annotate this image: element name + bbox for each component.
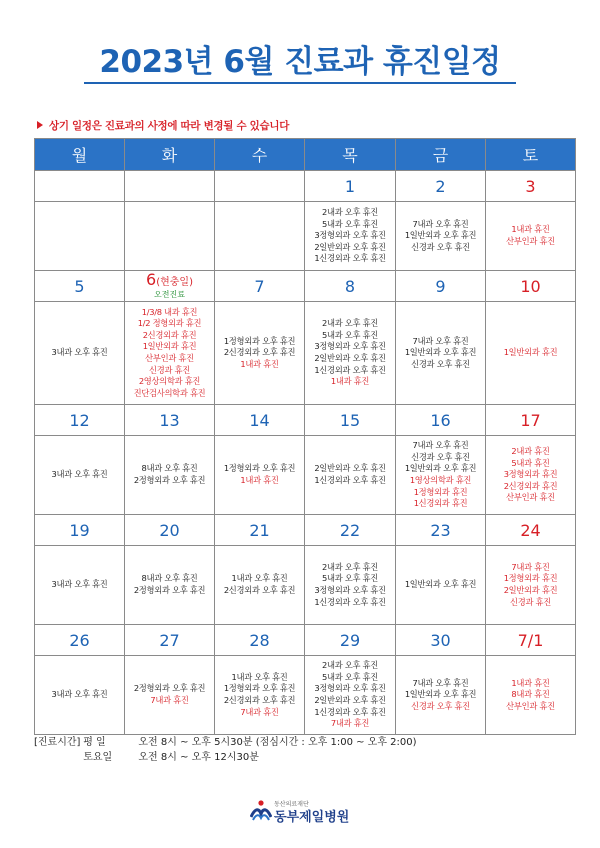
date-number: 14 bbox=[249, 410, 270, 430]
saturday-hours: 오전 8시 ~ 오후 12시30분 bbox=[138, 752, 259, 763]
closure-entry: 2일반외과 오후 휴진 bbox=[314, 695, 386, 705]
closure-entry: 7내과 오후 휴진 bbox=[412, 218, 469, 229]
events-cell-sat bbox=[486, 202, 576, 271]
closure-entry: 3내과 오후 휴진 bbox=[51, 579, 108, 590]
closure-entry: 3정형외과 오후 휴진 bbox=[314, 341, 386, 352]
weekday-mon: 월 bbox=[35, 139, 125, 171]
events-cell-thu bbox=[305, 436, 396, 515]
closure-entry: 1신경외과 오후 휴진 bbox=[314, 475, 386, 485]
clinic-hours bbox=[34, 735, 417, 765]
date-cell-wed bbox=[215, 515, 305, 546]
hospital-name: 동부제일병원 bbox=[274, 810, 350, 825]
weekday-label: 평 일 bbox=[83, 737, 106, 748]
closure-entry: 1신경외과 오후 휴진 bbox=[314, 596, 386, 607]
events-cell-sat bbox=[486, 436, 576, 515]
title-underline bbox=[84, 82, 516, 84]
closure-entry: 2신경외과 오후 휴진 bbox=[223, 695, 296, 705]
weekday-header-row bbox=[35, 139, 576, 171]
weekday-hours-row bbox=[34, 735, 417, 750]
foundation-name: 동산의료재단 bbox=[274, 801, 309, 808]
date-cell-tue bbox=[125, 271, 215, 302]
closure-entry: 1신경외과 오후 휴진 bbox=[314, 364, 386, 375]
closure-entry: 1내과 휴진 bbox=[511, 224, 550, 235]
closure-entry: 산부인과 휴진 bbox=[506, 492, 555, 503]
closure-entry: 신경과 오후 휴진 bbox=[411, 700, 470, 711]
events-cell-mon bbox=[35, 436, 125, 515]
date-cell-tue bbox=[125, 515, 215, 546]
closure-entry: 1내과 휴진 bbox=[511, 677, 550, 688]
date-cell-mon bbox=[35, 271, 125, 302]
closure-entry: 2신경외과 휴진 bbox=[503, 480, 558, 491]
events-cell-mon bbox=[35, 656, 125, 735]
date-cell-tue bbox=[125, 171, 215, 202]
events-row bbox=[35, 546, 576, 625]
closure-entry: 1내과 휴진 bbox=[240, 358, 279, 369]
closure-entry: 신경과 오후 휴진 bbox=[411, 241, 470, 252]
hospital-logo bbox=[250, 797, 380, 827]
date-number: 23 bbox=[430, 520, 451, 540]
weekday-wed: 수 bbox=[215, 139, 305, 171]
closure-entry: 7내과 오후 휴진 bbox=[412, 440, 469, 451]
date-cell-mon bbox=[35, 405, 125, 436]
closure-entry: 2내과 오후 휴진 bbox=[322, 207, 378, 218]
date-cell-fri bbox=[396, 405, 486, 436]
holiday-note: 오전진료 bbox=[154, 290, 185, 299]
date-number: 12 bbox=[69, 410, 90, 430]
weekday-thu: 목 bbox=[305, 139, 396, 171]
date-cell-fri bbox=[396, 271, 486, 302]
closure-entry: 1신경외과 휴진 bbox=[413, 498, 468, 509]
closure-entry: 1/3/8 내과 휴진 bbox=[141, 306, 198, 317]
date-cell-sat bbox=[486, 515, 576, 546]
closure-entry: 2일반외과 오후 휴진 bbox=[314, 463, 386, 474]
closure-entry: 1내과 오후 휴진 bbox=[231, 573, 288, 584]
date-number: 10 bbox=[520, 276, 541, 296]
events-cell-wed bbox=[215, 202, 305, 271]
events-cell-wed bbox=[215, 302, 305, 405]
date-cell-tue bbox=[125, 625, 215, 656]
closure-entry: 1내과 휴진 bbox=[240, 475, 279, 485]
events-cell-tue bbox=[125, 546, 215, 625]
closure-entry: 1일반외과 휴진 bbox=[503, 347, 558, 358]
closure-entry: 5내과 오후 휴진 bbox=[322, 671, 378, 682]
closure-entry: 8내과 오후 휴진 bbox=[141, 463, 198, 474]
closure-entry: 7내과 휴진 bbox=[330, 718, 370, 729]
closure-entry: 1일반외과 휴진 bbox=[142, 341, 197, 352]
date-cell-fri bbox=[396, 625, 486, 656]
closure-entry: 산부인과 휴진 bbox=[506, 236, 555, 246]
closure-entry: 3내과 오후 휴진 bbox=[51, 347, 108, 358]
date-cell-wed bbox=[215, 405, 305, 436]
date-number: 3 bbox=[525, 176, 536, 196]
events-row bbox=[35, 656, 576, 735]
date-number: 29 bbox=[339, 630, 361, 650]
triangle-icon bbox=[37, 121, 43, 129]
closure-entry: 1내과 오후 휴진 bbox=[231, 671, 288, 682]
closure-entry: 1정형외과 휴진 bbox=[503, 573, 558, 584]
hospital-logo-icon bbox=[250, 799, 272, 821]
events-cell-mon bbox=[35, 302, 125, 405]
date-number: 24 bbox=[520, 520, 541, 540]
closure-entry: 2신경외과 오후 휴진 bbox=[223, 347, 296, 358]
date-cell-wed bbox=[215, 625, 305, 656]
date-number: 19 bbox=[69, 520, 90, 540]
events-cell-thu bbox=[305, 656, 396, 735]
weekday-sat: 토 bbox=[486, 139, 576, 171]
closure-entry: 2내과 오후 휴진 bbox=[322, 318, 378, 329]
events-cell-thu bbox=[305, 202, 396, 271]
date-cell-sat bbox=[486, 271, 576, 302]
events-cell-fri bbox=[396, 202, 486, 271]
events-cell-tue bbox=[125, 302, 215, 405]
closure-entry: 1일반외과 오후 휴진 bbox=[404, 689, 477, 700]
date-number: 30 bbox=[430, 630, 451, 650]
events-cell-thu bbox=[305, 546, 396, 625]
closure-entry: 5내과 오후 휴진 bbox=[322, 329, 378, 340]
date-number: 2 bbox=[435, 176, 446, 196]
closure-entry: 신경과 오후 휴진 bbox=[411, 358, 470, 369]
events-cell-fri bbox=[396, 546, 486, 625]
events-cell-sat bbox=[486, 546, 576, 625]
closure-entry: 신경과 오후 휴진 bbox=[411, 451, 470, 462]
date-number: 21 bbox=[249, 520, 270, 540]
closure-entry: 1신경외과 오후 휴진 bbox=[314, 253, 386, 264]
saturday-label: 토요일 bbox=[83, 752, 113, 763]
date-number: 16 bbox=[430, 410, 451, 430]
date-row bbox=[35, 515, 576, 546]
closure-entry: 5내과 오후 휴진 bbox=[322, 218, 378, 229]
date-cell-fri bbox=[396, 171, 486, 202]
events-cell-sat bbox=[486, 302, 576, 405]
closure-entry: 3정형외과 오후 휴진 bbox=[314, 230, 386, 241]
closure-entry: 1정형외과 오후 휴진 bbox=[223, 683, 296, 694]
closure-entry: 7내과 오후 휴진 bbox=[412, 677, 469, 688]
closure-entry: 5내과 오후 휴진 bbox=[322, 573, 378, 584]
holiday-name: (현충일) bbox=[156, 277, 193, 288]
closure-entry: 신경과 휴진 bbox=[510, 596, 551, 607]
closure-entry: 1정형외과 오후 휴진 bbox=[223, 463, 296, 474]
date-number: 8 bbox=[344, 276, 356, 296]
closure-entry: 2정형외과 오후 휴진 bbox=[133, 475, 206, 485]
closure-entry: 1/2 정형외과 휴진 bbox=[137, 318, 202, 329]
closure-entry: 신경과 휴진 bbox=[149, 364, 190, 375]
closure-entry: 2내과 오후 휴진 bbox=[322, 561, 378, 572]
closure-entry: 2정형외과 오후 휴진 bbox=[133, 683, 206, 694]
date-cell-thu bbox=[305, 405, 396, 436]
closure-entry: 2영상의학과 휴진 bbox=[138, 376, 201, 387]
closure-entry: 1일반외과 오후 휴진 bbox=[404, 230, 477, 241]
closure-entry: 1일반외과 오후 휴진 bbox=[404, 463, 477, 474]
date-row bbox=[35, 625, 576, 656]
closure-entry: 산부인과 휴진 bbox=[506, 700, 555, 711]
events-cell-mon bbox=[35, 202, 125, 271]
closure-entry: 1내과 휴진 bbox=[330, 376, 370, 387]
events-cell-tue bbox=[125, 202, 215, 271]
closure-entry: 2신경외과 휴진 bbox=[142, 329, 197, 340]
date-cell-sat bbox=[486, 171, 576, 202]
closure-entry: 1정형외과 오후 휴진 bbox=[223, 335, 296, 346]
events-row bbox=[35, 436, 576, 515]
saturday-hours-row bbox=[34, 750, 417, 765]
closure-entry: 3내과 오후 휴진 bbox=[51, 689, 108, 700]
date-cell-thu bbox=[305, 625, 396, 656]
closure-entry: 2내과 휴진 bbox=[511, 446, 550, 457]
date-number: 27 bbox=[159, 630, 180, 650]
date-row bbox=[35, 171, 576, 202]
date-number: 17 bbox=[520, 410, 541, 430]
closure-entry: 진단검사의학과 휴진 bbox=[133, 387, 206, 398]
closure-entry: 8내과 휴진 bbox=[511, 689, 550, 700]
closure-entry: 7내과 휴진 bbox=[511, 561, 550, 572]
closure-entry: 8내과 오후 휴진 bbox=[141, 573, 198, 584]
date-number: 6 bbox=[146, 270, 157, 289]
weekday-fri: 금 bbox=[396, 139, 486, 171]
date-row bbox=[35, 405, 576, 436]
closure-entry: 7내과 휴진 bbox=[150, 695, 189, 705]
date-row bbox=[35, 271, 576, 302]
schedule-calendar bbox=[34, 138, 576, 735]
events-cell-tue bbox=[125, 656, 215, 735]
date-cell-wed bbox=[215, 271, 305, 302]
date-cell-thu bbox=[305, 171, 396, 202]
closure-entry: 2신경외과 오후 휴진 bbox=[223, 585, 296, 595]
events-cell-tue bbox=[125, 436, 215, 515]
weekday-hours: 오전 8시 ~ 오후 5시30분 (점심시간 : 오후 1:00 ~ 오후 2:00) bbox=[138, 737, 417, 748]
closure-entry: 1영상의학과 휴진 bbox=[409, 475, 472, 485]
events-cell-mon bbox=[35, 546, 125, 625]
date-number: 28 bbox=[249, 630, 270, 650]
events-cell-wed bbox=[215, 656, 305, 735]
date-cell-mon bbox=[35, 171, 125, 202]
closure-entry: 3정형외과 오후 휴진 bbox=[314, 585, 386, 595]
date-number: 7 bbox=[254, 276, 265, 296]
date-number: 20 bbox=[159, 520, 180, 540]
closure-entry: 5내과 휴진 bbox=[511, 457, 550, 468]
closure-entry: 2일반외과 휴진 bbox=[503, 585, 558, 595]
date-cell-fri bbox=[396, 515, 486, 546]
notice-text: 상기 일정은 진료과의 사정에 따라 변경될 수 있습니다 bbox=[49, 120, 290, 132]
weekday-tue: 화 bbox=[125, 139, 215, 171]
date-cell-mon bbox=[35, 515, 125, 546]
date-number: 9 bbox=[435, 276, 446, 296]
events-cell-fri bbox=[396, 436, 486, 515]
events-cell-wed bbox=[215, 546, 305, 625]
closure-entry: 2일반외과 오후 휴진 bbox=[314, 241, 386, 252]
events-row bbox=[35, 202, 576, 271]
events-cell-sat bbox=[486, 656, 576, 735]
closure-entry: 3정형외과 오후 휴진 bbox=[314, 683, 386, 694]
events-cell-fri bbox=[396, 302, 486, 405]
closure-entry: 1정형외과 휴진 bbox=[413, 486, 468, 497]
date-number: 22 bbox=[339, 520, 361, 540]
closure-entry: 1일반외과 오후 휴진 bbox=[404, 347, 477, 358]
events-row bbox=[35, 302, 576, 405]
closure-entry: 1신경외과 오후 휴진 bbox=[314, 706, 386, 717]
date-number: 15 bbox=[339, 410, 361, 430]
events-cell-thu bbox=[305, 302, 396, 405]
date-number: 13 bbox=[159, 410, 180, 430]
date-cell-thu bbox=[305, 271, 396, 302]
date-number: 1 bbox=[344, 176, 356, 196]
date-number: 7/1 bbox=[517, 630, 544, 650]
date-cell-sat bbox=[486, 625, 576, 656]
closure-entry: 2정형외과 오후 휴진 bbox=[133, 585, 206, 595]
closure-entry: 2내과 오후 휴진 bbox=[322, 660, 378, 671]
date-cell-wed bbox=[215, 171, 305, 202]
date-cell-thu bbox=[305, 515, 396, 546]
date-cell-sat bbox=[486, 405, 576, 436]
date-number: 5 bbox=[74, 276, 85, 296]
closure-entry: 7내과 오후 휴진 bbox=[412, 335, 469, 346]
closure-entry: 1일반외과 오후 휴진 bbox=[404, 579, 477, 590]
closure-entry: 7내과 휴진 bbox=[240, 706, 279, 717]
closure-entry: 산부인과 휴진 bbox=[145, 353, 194, 363]
page-title: 2023년 6월 진료과 휴진일정 bbox=[99, 44, 501, 80]
date-number: 26 bbox=[69, 630, 90, 650]
date-cell-tue bbox=[125, 405, 215, 436]
events-cell-fri bbox=[396, 656, 486, 735]
closure-entry: 2일반외과 오후 휴진 bbox=[314, 353, 386, 363]
closure-entry: 3내과 오후 휴진 bbox=[51, 469, 108, 480]
notice bbox=[37, 118, 289, 133]
date-cell-mon bbox=[35, 625, 125, 656]
events-cell-wed bbox=[215, 436, 305, 515]
closure-entry: 3정형외과 휴진 bbox=[503, 469, 558, 480]
hours-label: [진료시간] bbox=[34, 737, 81, 748]
